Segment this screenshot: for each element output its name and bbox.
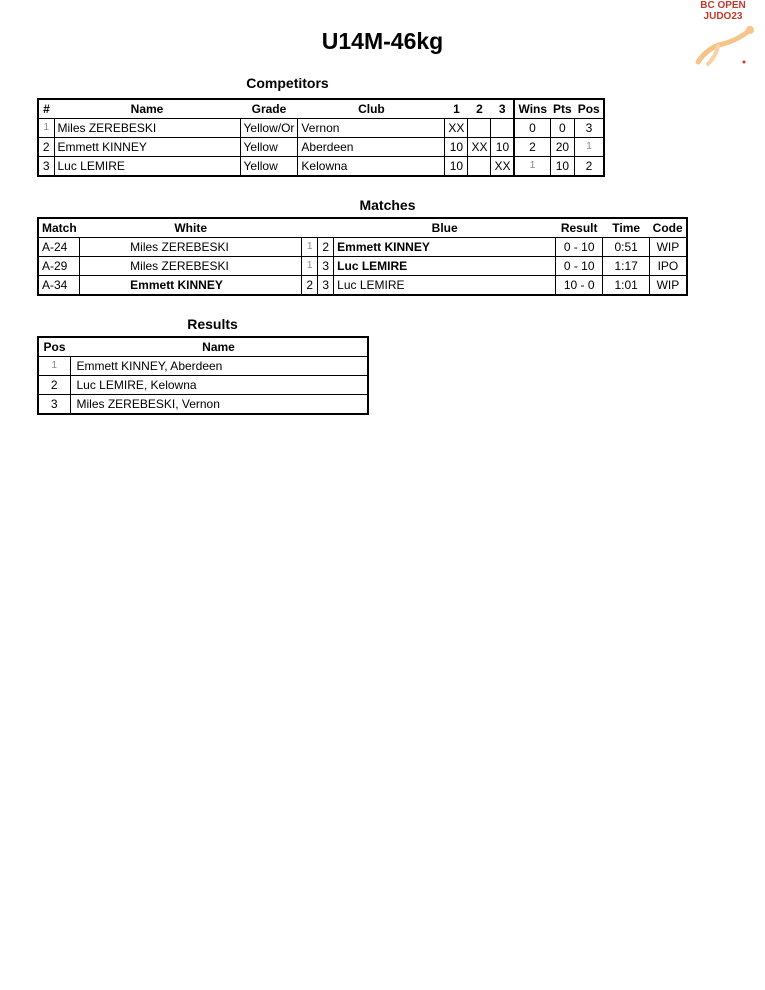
col-name: Name (54, 99, 240, 119)
col-pos: Pos (575, 99, 604, 119)
competitor-number: 2 (38, 138, 54, 157)
white-player: Miles ZEREBESKI (80, 257, 302, 276)
match-result: 10 - 0 (556, 276, 603, 296)
col-time: Time (603, 218, 650, 238)
logo-line-2: JUDO23 (703, 11, 743, 22)
competitor-grade: Yellow (240, 138, 298, 157)
competitor-wins: 1 (514, 157, 550, 177)
blue-player: Luc LEMIRE (334, 257, 556, 276)
competitors-heading: Competitors (246, 75, 329, 91)
col-vs-1: 1 (445, 99, 468, 119)
match-id: A-34 (38, 276, 80, 296)
match-code: WIP (650, 238, 687, 257)
competitor-pts: 20 (550, 138, 575, 157)
result-pos: 1 (38, 357, 70, 376)
result-pos: 2 (38, 376, 70, 395)
matches-header-row (38, 218, 687, 238)
col-grade: Grade (240, 99, 298, 119)
white-number: 1 (302, 238, 318, 257)
white-player: Miles ZEREBESKI (80, 238, 302, 257)
score-vs-1: 10 (445, 157, 468, 177)
col-number: # (38, 99, 54, 119)
competitor-row (38, 119, 604, 138)
col-vs-2: 2 (468, 99, 491, 119)
col-club: Club (298, 99, 445, 119)
competitor-name: Miles ZEREBESKI (54, 119, 240, 138)
competitor-club: Aberdeen (298, 138, 445, 157)
page-title: U14M-46kg (321, 28, 444, 54)
result-row (38, 376, 368, 395)
competitor-pos: 2 (575, 157, 604, 177)
score-vs-2: XX (468, 138, 491, 157)
match-time: 1:01 (603, 276, 650, 296)
competitor-club: Vernon (298, 119, 445, 138)
col-pts: Pts (550, 99, 575, 119)
match-id: A-29 (38, 257, 80, 276)
competitor-name: Luc LEMIRE (54, 157, 240, 177)
score-vs-3 (491, 119, 515, 138)
col-pos: Pos (38, 337, 70, 357)
blue-number: 2 (318, 238, 334, 257)
competitor-wins: 2 (514, 138, 550, 157)
col-white-number (302, 218, 318, 238)
score-vs-2 (468, 157, 491, 177)
competitor-club: Kelowna (298, 157, 445, 177)
match-row (38, 238, 687, 257)
white-player: Emmett KINNEY (80, 276, 302, 296)
blue-number: 3 (318, 276, 334, 296)
competitor-pts: 0 (550, 119, 575, 138)
white-number: 1 (302, 257, 318, 276)
score-vs-1: 10 (445, 138, 468, 157)
blue-player: Emmett KINNEY (334, 238, 556, 257)
competitors-table (37, 98, 605, 177)
competitor-name: Emmett KINNEY (54, 138, 240, 157)
match-row (38, 276, 687, 296)
col-blue: Blue (334, 218, 556, 238)
col-match: Match (38, 218, 80, 238)
result-name: Luc LEMIRE, Kelowna (70, 376, 368, 395)
match-id: A-24 (38, 238, 80, 257)
match-code: IPO (650, 257, 687, 276)
blue-player: Luc LEMIRE (334, 276, 556, 296)
score-vs-3: 10 (491, 138, 515, 157)
score-vs-2 (468, 119, 491, 138)
match-time: 1:17 (603, 257, 650, 276)
col-wins: Wins (514, 99, 550, 119)
match-time: 0:51 (603, 238, 650, 257)
competitor-row (38, 157, 604, 177)
competitor-pts: 10 (550, 157, 575, 177)
match-code: WIP (650, 276, 687, 296)
result-row (38, 357, 368, 376)
score-vs-1: XX (445, 119, 468, 138)
competitor-wins: 0 (514, 119, 550, 138)
results-heading: Results (187, 316, 238, 332)
col-white: White (80, 218, 302, 238)
matches-table (37, 217, 688, 296)
score-vs-3: XX (491, 157, 515, 177)
competitor-row (38, 138, 604, 157)
competitor-grade: Yellow (240, 157, 298, 177)
col-result: Result (556, 218, 603, 238)
matches-heading: Matches (359, 197, 416, 213)
col-blue-number (318, 218, 334, 238)
white-number: 2 (302, 276, 318, 296)
match-row (38, 257, 687, 276)
competitor-grade: Yellow/Or (240, 119, 298, 138)
competitor-number: 1 (38, 119, 54, 138)
result-name: Miles ZEREBESKI, Vernon (70, 395, 368, 415)
competitor-pos: 1 (575, 138, 604, 157)
col-vs-3: 3 (491, 99, 515, 119)
competitor-number: 3 (38, 157, 54, 177)
match-result: 0 - 10 (556, 257, 603, 276)
col-code: Code (650, 218, 687, 238)
match-result: 0 - 10 (556, 238, 603, 257)
logo-line-1: BC OPEN (700, 0, 746, 11)
result-pos: 3 (38, 395, 70, 415)
col-name: Name (70, 337, 368, 357)
results-table (37, 336, 369, 415)
blue-number: 3 (318, 257, 334, 276)
competitor-pos: 3 (575, 119, 604, 138)
competitors-header-row (38, 99, 604, 119)
result-row (38, 395, 368, 415)
results-header-row (38, 337, 368, 357)
result-name: Emmett KINNEY, Aberdeen (70, 357, 368, 376)
